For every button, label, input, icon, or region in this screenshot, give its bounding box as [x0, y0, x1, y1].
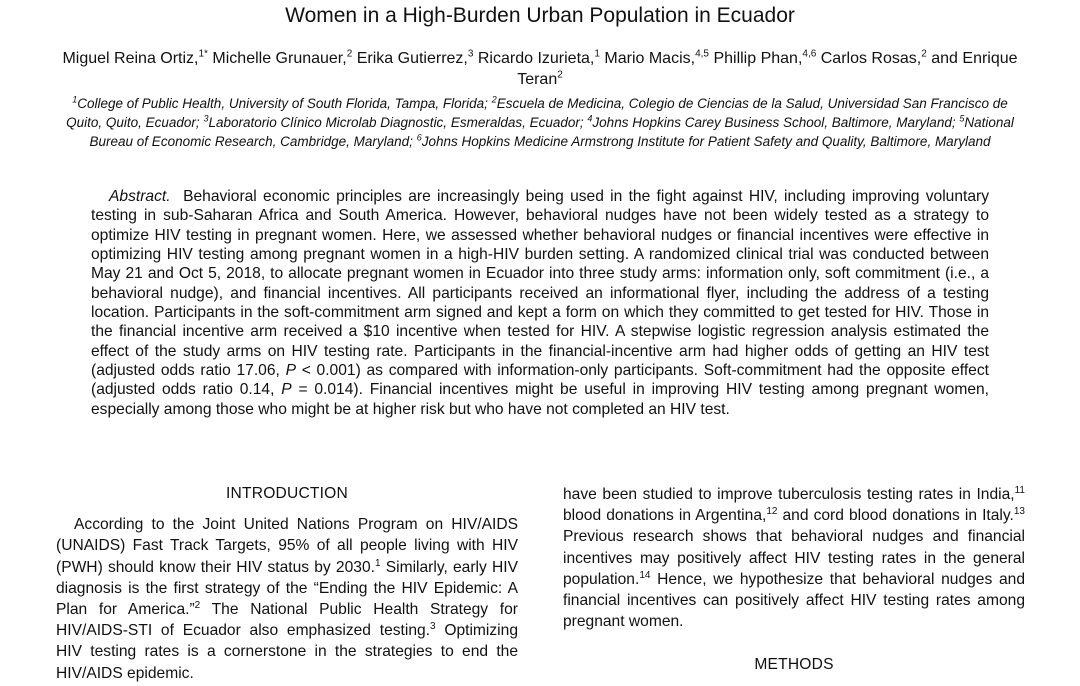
- author-affiliation-sup: 2: [921, 48, 927, 60]
- affiliation-text: Johns Hopkins Medicine Armstrong Institute for Patient Safety and Quality, Baltimore, Maryland: [421, 134, 991, 149]
- affiliation-sup: 2: [491, 94, 497, 105]
- right-column: [563, 484, 1025, 686]
- author-affiliation-sup: 2: [557, 69, 563, 81]
- affiliation-list: [55, 94, 1025, 151]
- author-affiliation-sup: 2: [346, 48, 353, 60]
- body-text: and cord blood donations in Italy.: [777, 507, 1014, 525]
- author-name: Mario Macis,: [604, 50, 696, 67]
- intro-text: Optimizing HIV testing rates is a cornerstone in the strategies to end the HIV/AIDS epidemic.: [56, 622, 518, 682]
- ref-sup: 13: [1013, 506, 1025, 518]
- author-affiliation-sup: 4,5: [695, 48, 709, 60]
- author-name: Michelle Grunauer,: [212, 50, 347, 67]
- abstract-label: Abstract.: [109, 188, 171, 205]
- author-list: Miguel Reina Ortiz,$^{1*}$ Michelle Grunauer,$^2$ Erika Gutierrez,$^3$ Ricardo Izurieta,$^1$ Mario Macis,$^{4,5}$ Phillip Phan,$^{4,6}$ Carlos Rosas,$^2$ and Enrique Teran$^2$: [62, 48, 1018, 88]
- ref-sup: 3: [430, 621, 436, 633]
- body-text: blood donations in Argentina,: [563, 507, 767, 525]
- abstract: [91, 187, 989, 419]
- author-affiliation-sup: 1: [594, 48, 600, 60]
- introduction-paragraph: [56, 514, 518, 684]
- ref-sup: 11: [1014, 484, 1025, 496]
- intro-text: According to the Joint United Nations Program on HIV/AIDS (UNAIDS) Fast Track Targets, 95% of all people living with HIV (PWH) should know their HIV status by 2030.: [56, 516, 518, 576]
- abstract-text: < 0.001) as compared with information-only participants. Soft-commitment had the opposite effect (adjusted odds ratio 0.14,: [91, 362, 989, 399]
- author-name: Enrique Teran: [517, 50, 1018, 88]
- author-affiliation-sup: 3: [467, 48, 474, 60]
- p-symbol: P: [285, 362, 296, 380]
- body-text: have been studied to improve tuberculosis testing rates in India,: [563, 486, 1015, 503]
- author-affiliation-sup: 1*: [198, 48, 208, 60]
- affiliation-sup: 5: [959, 113, 965, 124]
- author-name: Miguel Reina Ortiz,: [62, 50, 199, 67]
- affiliation-text: Laboratorio Clínico Microlab Diagnostic, Esmeraldas, Ecuador;: [208, 115, 584, 130]
- affiliation-text: College of Public Health, University of South Florida, Tampa, Florida;: [77, 96, 488, 111]
- affiliation-sup: 6: [416, 132, 422, 143]
- abstract-text: = 0.014). Financial incentives might be useful in improving HIV testing among pregnant women, especially among those who might be at higher risk but who have not completed an HIV test.: [91, 381, 989, 418]
- methods-heading: METHODS: [754, 656, 834, 674]
- author-name: Carlos Rosas,: [820, 50, 922, 67]
- ref-sup: 1: [374, 557, 381, 569]
- ref-sup: 14: [639, 569, 651, 581]
- affiliation-sup: 4: [587, 113, 593, 124]
- right-paragraph: [563, 484, 1025, 632]
- affiliation-text: Johns Hopkins Carey Business School, Baltimore, Maryland;: [592, 115, 956, 130]
- affiliation-sup: 3: [203, 113, 209, 124]
- body-text: Previous research shows that behavioral nudges and financial incentives may positively affect HIV testing rates in the general population.: [563, 528, 1025, 588]
- ref-sup: 12: [766, 506, 778, 518]
- intro-text: The National Public Health Strategy for HIV/AIDS-STI of Ecuador also emphasized testing.: [56, 601, 518, 640]
- paper-title: Women in a High-Burden Urban Population in Ecuador: [285, 4, 795, 27]
- ref-sup: 2: [194, 599, 201, 611]
- affiliation-text: Escuela de Medicina, Colegio de Ciencias de la Salud, Universidad San Francisco de Quito, Quito, Ecuador;: [66, 96, 1008, 130]
- author-name: Phillip Phan,: [713, 50, 803, 67]
- p-symbol: P: [281, 381, 292, 399]
- affiliation-text: National Bureau of Economic Research, Cambridge, Maryland;: [89, 115, 1014, 149]
- author-name: Erika Gutierrez,: [356, 50, 468, 67]
- left-column: [56, 483, 518, 684]
- author-affiliation-sup: 4,6: [802, 48, 817, 60]
- body-text: Hence, we hypothesize that behavioral nudges and financial incentives can positively affect HIV testing rates among pregnant women.: [563, 570, 1025, 631]
- introduction-heading: INTRODUCTION: [226, 485, 348, 502]
- abstract-text: Behavioral economic principles are increasingly being used in the fight against HIV, including improving voluntary testing in sub-Saharan Africa and South America. However, behavioral nudges have not been widely tested as a strategy to optimize HIV testing in pregnant women. Here, we assessed whether behavioral nudges or financial incentives were effective in optimizing HIV testing among pregnant women in a high-HIV burden setting. A randomized clinical trial was conducted between May 21 and Oct 5, 2018, to allocate pregnant women in Ecuador into three study arms: information only, soft commitment (i.e., a behavioral nudge), and financial incentives. All participants received an informational flyer, including the address of a testing location. Participants in the soft-commitment arm signed and kept a form on which they committed to get tested for HIV. Those in the financial incentive arm received a $10 incentive when tested for HIV. A stepwise logistic regression analysis estimated the effect of the study arms on HIV testing rate. Participants in the financial-incentive arm had higher odds of getting an HIV test (adjusted odds ratio 17.06,: [91, 188, 989, 380]
- intro-text: Similarly, early HIV diagnosis is the first strategy of the “Ending the HIV Epidemic: A Plan for America.”: [56, 558, 518, 619]
- affiliation-sup: 1: [72, 94, 78, 105]
- author-name: Ricardo Izurieta,: [477, 50, 595, 67]
